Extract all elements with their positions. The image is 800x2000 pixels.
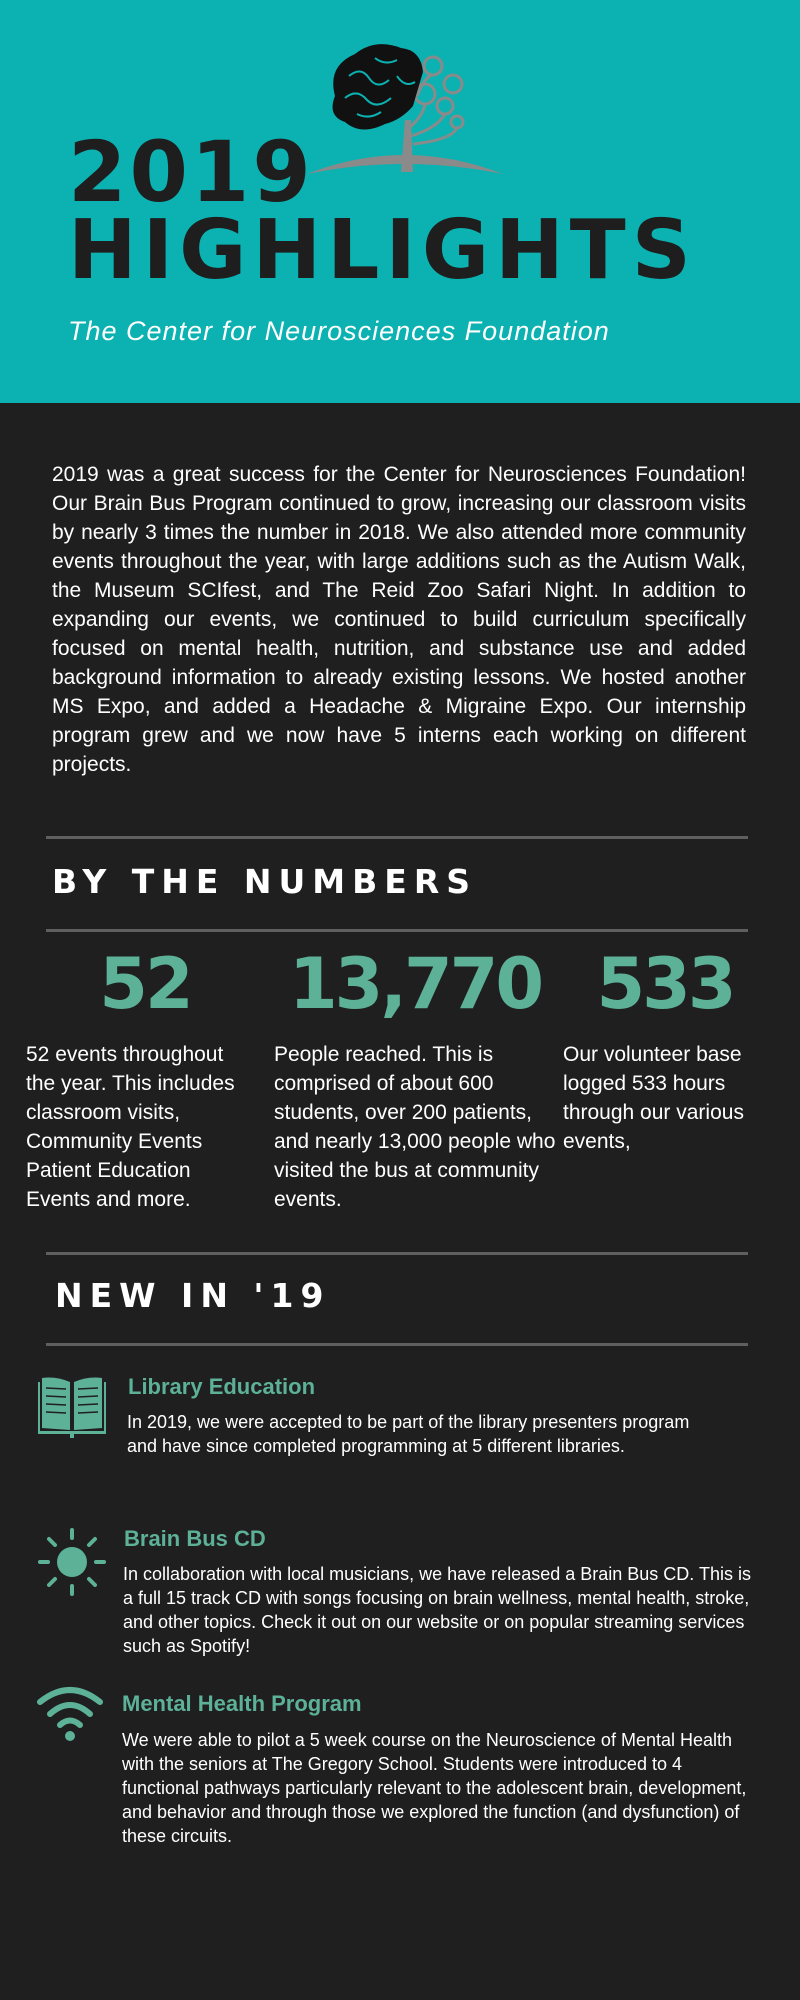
stat-description-events: 52 events throughout the year. This includes classroom visits, Community Events Patient Education Events and more. bbox=[26, 1043, 235, 1211]
stat-value-hours: 533 bbox=[596, 943, 734, 1025]
header-banner bbox=[0, 0, 800, 403]
header-subtitle: The Center for Neurosciences Foundation bbox=[68, 316, 610, 346]
stat-description-hours: Our volunteer base logged 533 hours through our various events, bbox=[563, 1043, 744, 1153]
book-icon bbox=[36, 1368, 108, 1440]
item-title-library: Library Education bbox=[128, 1374, 316, 1399]
header-year: 2019 bbox=[68, 123, 314, 221]
wifi-icon bbox=[34, 1676, 106, 1748]
item-title-cd: Brain Bus CD bbox=[124, 1526, 266, 1551]
stat-value-people: 13,770 bbox=[288, 943, 542, 1025]
stat-description-people: People reached. This is comprised of about 600 students, over 200 patients, and nearly 13,000 people who visited the bus at community events. bbox=[274, 1043, 556, 1211]
header-title: HIGHLIGHTS bbox=[68, 203, 697, 298]
divider-rule bbox=[46, 836, 748, 839]
section-heading-new: NEW IN '19 bbox=[55, 1276, 331, 1315]
item-body-cd: In collaboration with local musicians, we have released a Brain Bus CD. This is a full 15 track CD with songs focusing on brain wellness, mental health, stroke, and other topics. Check it out on our website or on popular streaming services such as Spotify! bbox=[123, 1564, 751, 1656]
stat-value-events: 52 bbox=[99, 943, 191, 1025]
section-heading-numbers: BY THE NUMBERS bbox=[52, 862, 478, 901]
brain-tree-logo-icon bbox=[305, 36, 505, 176]
divider-rule bbox=[46, 1252, 748, 1255]
intro-paragraph: 2019 was a great success for the Center for Neurosciences Foundation! Our Brain Bus Program continued to grow, increasing our classroom visits by nearly 3 times the number in 2018. We also attended more community events throughout the year, with large additions such as the Autism Walk, the Museum SCIfest, and The Reid Zoo Safari Night. In addition to expanding our events, we continued to build curriculum specifically focused on mental health, nutrition, and substance use and added background information to already existing lessons. We hosted another MS Expo, and added a Headache & Migraine Expo. Our internship program grew and we now have 5 interns each working on different projects. bbox=[52, 463, 746, 776]
divider-rule bbox=[46, 929, 748, 932]
divider-rule bbox=[46, 1343, 748, 1346]
sun-icon bbox=[36, 1526, 108, 1598]
item-body-mental-health: We were able to pilot a 5 week course on the Neuroscience of Mental Health with the seniors at The Gregory School. Students were introduced to 4 functional pathways particularly relevant to the adolescent brain, development, and behavior and through those we explored the function (and dysfunction) of these circuits. bbox=[122, 1730, 747, 1846]
item-title-mental-health: Mental Health Program bbox=[122, 1691, 362, 1716]
item-body-library: In 2019, we were accepted to be part of the library presenters program and have since completed programming at 5 different libraries. bbox=[127, 1412, 690, 1456]
